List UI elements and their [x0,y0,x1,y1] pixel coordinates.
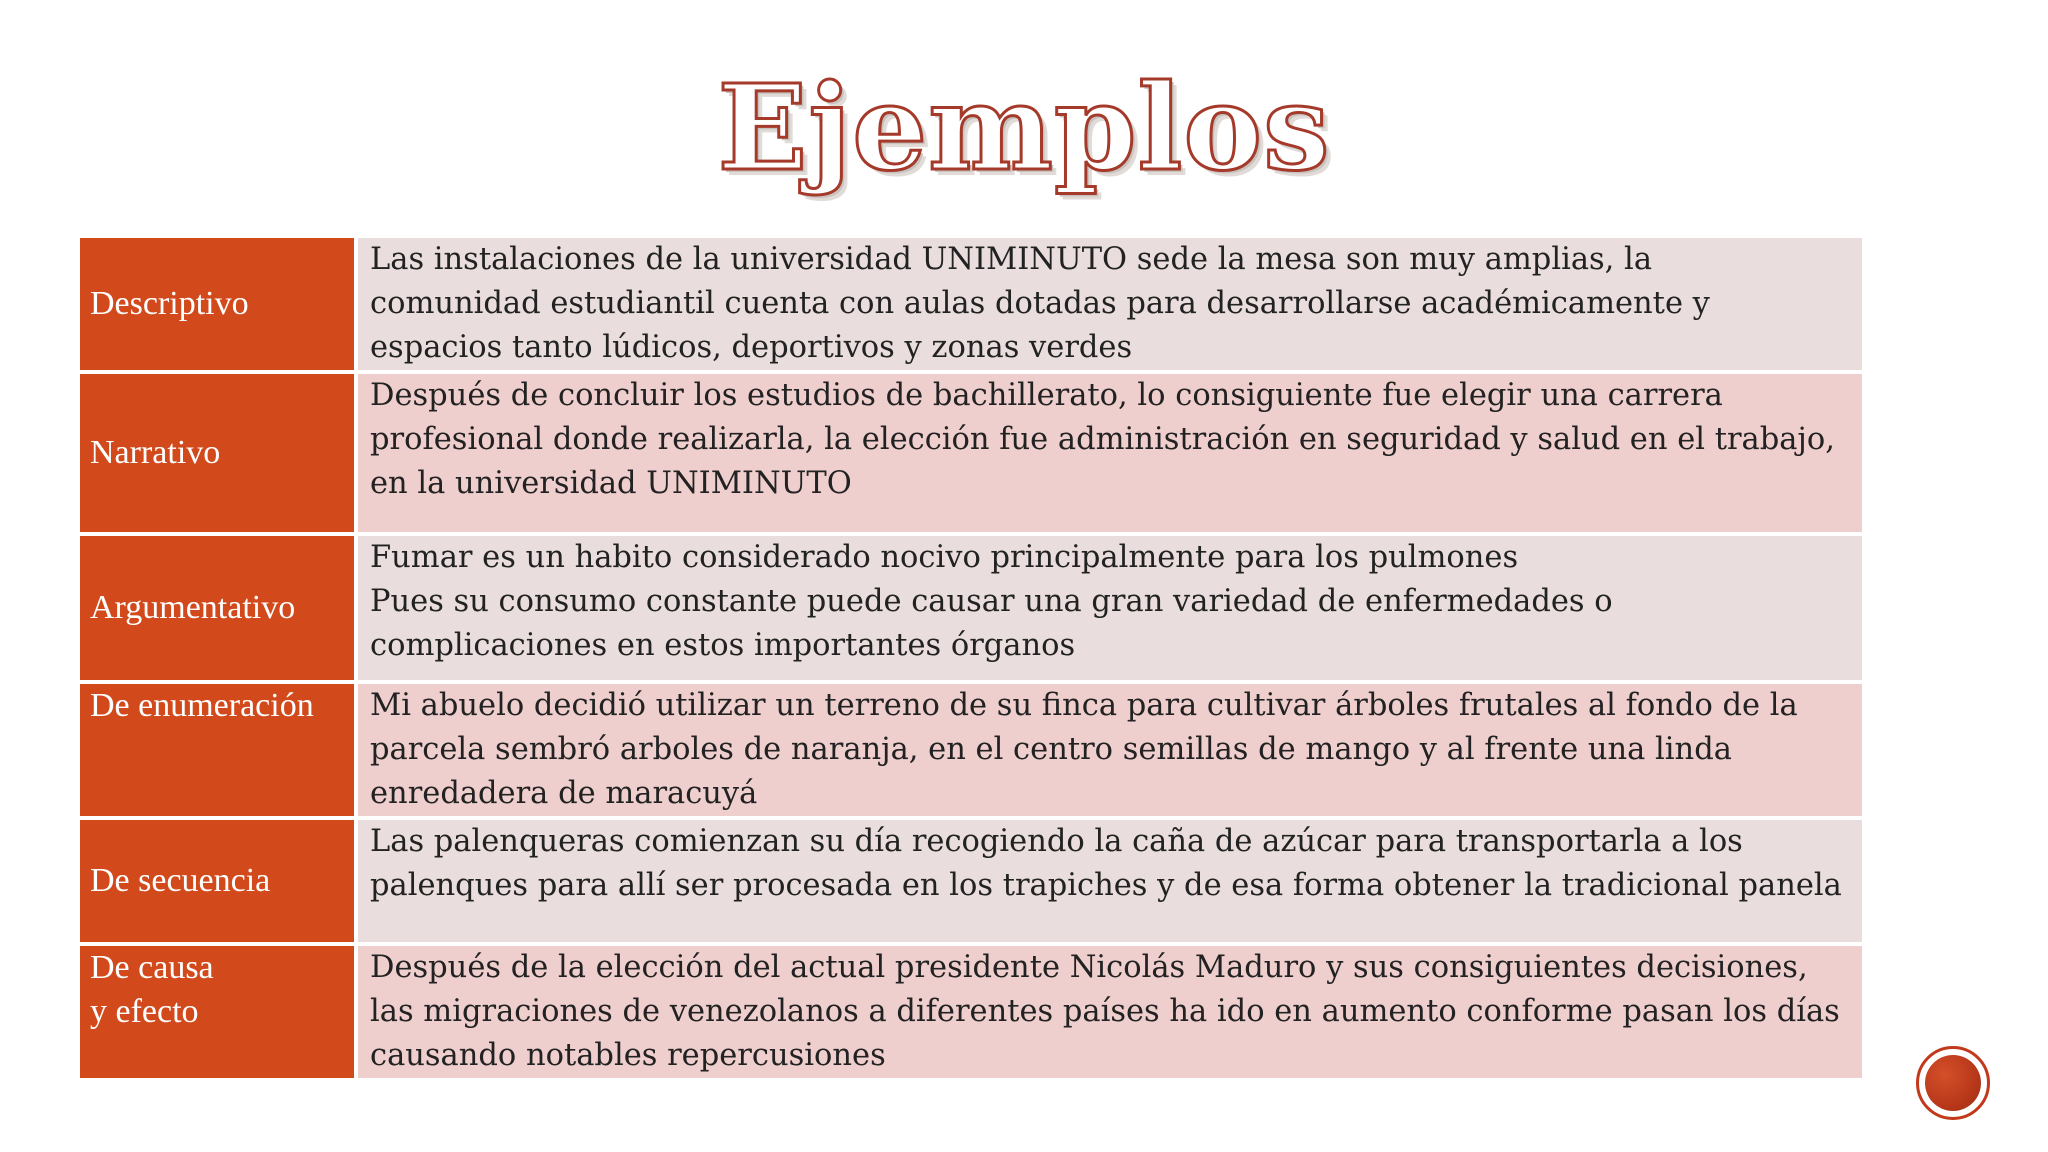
table-row-enumeracion [78,682,1864,818]
text-line: enredadera de maracuyá [370,776,758,811]
table-row-narrativo [78,372,1864,534]
row-text-secuencia [356,818,1864,944]
text-line: profesional donde realizarla, la elección fue administración en seguridad y salud en el trabajo, [370,422,1835,457]
text-line: Pues su consumo constante puede causar una gran variedad de enfermedades o [370,584,1613,619]
text-line: espacios tanto lúdicos, deportivos y zonas verdes [370,330,1133,365]
text-line: comunidad estudiantil cuenta con aulas dotadas para desarrollarse académicamente y [370,286,1710,321]
row-text-descriptivo [356,236,1864,372]
text-line: Las palenqueras comienzan su día recogiendo la caña de azúcar para transportarla a los [370,824,1743,859]
row-label-narrativo [78,372,356,534]
text-line: las migraciones de venezolanos a diferentes países ha ido en aumento conforme pasan los días [370,994,1840,1029]
text-line: Las instalaciones de la universidad UNIMINUTO sede la mesa son muy amplias, la [370,242,1652,277]
table-row-secuencia [78,818,1864,944]
row-text-causa-efecto [356,944,1864,1080]
text-line: Después de concluir los estudios de bachillerato, lo consiguiente fue elegir una carrera [370,378,1723,413]
text-line: complicaciones en estos importantes órganos [370,628,1076,663]
table-row-descriptivo [78,236,1864,372]
table-row-argumentativo [78,534,1864,682]
text-line: parcela sembró arboles de naranja, en el centro semillas de mango y al frente una linda [370,732,1732,767]
text-line: Fumar es un habito considerado nocivo principalmente para los pulmones [370,540,1519,575]
row-label-causa-efecto [78,944,356,1080]
table-row-causa-efecto [78,944,1864,1080]
text-line: en la universidad UNIMINUTO [370,466,852,501]
badge-fill [1925,1055,1981,1111]
row-label-line: y efecto [90,993,199,1030]
slide-title: Ejemplos [717,58,1331,197]
row-label-secuencia [78,818,356,944]
circle-badge-icon [1916,1046,1990,1120]
text-line: Después de la elección del actual presidente Nicolás Maduro y sus consiguientes decisiones, [370,950,1808,985]
row-text-argumentativo [356,534,1864,682]
row-label-line: De enumeración [90,687,314,724]
row-text-enumeracion [356,682,1864,818]
row-label-enumeracion [78,682,356,818]
text-line: palenques para allí ser procesada en los trapiches y de esa forma obtener la tradicional panela [370,868,1842,903]
row-label-line: Argumentativo [90,589,296,626]
row-label-line: De secuencia [90,862,271,899]
row-label-argumentativo [78,534,356,682]
examples-table [76,234,1866,1082]
text-line: causando notables repercusiones [370,1038,886,1073]
row-label-line: Narrativo [90,434,221,471]
row-text-narrativo [356,372,1864,534]
row-label-line: De causa [90,949,214,986]
row-label-line: Descriptivo [90,285,249,322]
text-line: Mi abuelo decidió utilizar un terreno de su finca para cultivar árboles frutales al fondo de la [370,688,1798,723]
row-label-descriptivo [78,236,356,372]
